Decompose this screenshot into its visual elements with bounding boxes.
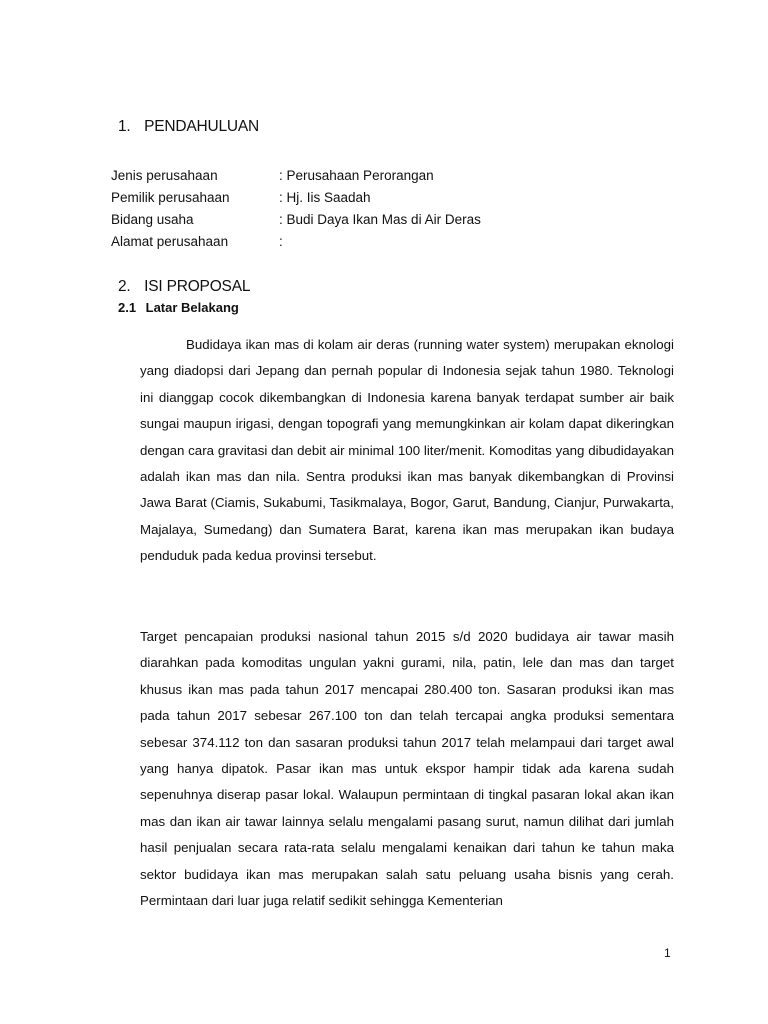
paragraph-background-1: Budidaya ikan mas di kolam air deras (running water system) merupakan eknologi yang diadopsi dari Jepang dan pernah popular di Indonesia sejak tahun 1980. Teknologi ini dianggap cocok dikembangkan di Indonesia karena banyak terdapat sumber air baik sungai maupun irigasi, dengan topografi yang memungkinkan air kolam dapat dikeringkan dengan cara gravitasi dan debit air minimal 100 liter/menit. Komoditas yang dibudidayakan adalah ikan mas dan nila. Sentra produksi ikan mas banyak dikembangkan di Provinsi Jawa Barat (Ciamis, Sukabumi, Tasikmalaya, Bogor, Garut, Bandung, Cianjur, Purwakarta, Majalaya, Sumedang) dan Sumatera Barat, karena ikan mas merupakan ikan budaya penduduk pada kedua provinsi tersebut. bbox=[140, 337, 674, 564]
info-value: : bbox=[279, 234, 283, 249]
info-value: : Perusahaan Perorangan bbox=[279, 168, 434, 183]
info-value: : Hj. Iis Saadah bbox=[279, 190, 371, 205]
company-info-list bbox=[111, 165, 481, 253]
section-2-title: ISI PROPOSAL bbox=[144, 278, 251, 295]
info-row-address bbox=[111, 231, 481, 253]
paragraph-background-2: Target pencapaian produksi nasional tahun 2015 s/d 2020 budidaya air tawar masih diarahkan pada komoditas ungulan yakni gurami, nila, patin, lele dan mas dan target khusus ikan mas pada tahun 2017 mencapai 280.400 ton. Sasaran produksi ikan mas pada tahun 2017 sebesar 267.100 ton dan telah tercapai angka produksi sementara sebesar 374.112 ton dan sasaran produksi tahun 2017 telah melampaui dari target awal yang hanya dipatok. Pasar ikan mas untuk ekspor hampir tidak ada karena sudah sepenuhnya diserap pasar lokal. Walaupun permintaan di tingkal pasaran lokal akan ikan mas dan ikan air tawar lainnya selalu mengalami pasang surut, namun dilihat dari jumlah hasil penjualan secara rata-rata selalu mengalami kenaikan dari tahun ke tahun maka sektor budidaya ikan mas merupakan salah satu peluang usaha bisnis yang cerah. Permintaan dari luar juga relatif sedikit sehingga Kementerian bbox=[140, 629, 674, 909]
section-1-number: 1. bbox=[118, 118, 131, 135]
subsection-number: 2.1 bbox=[118, 300, 137, 315]
info-label: Jenis perusahaan bbox=[111, 168, 218, 183]
subsection-title: Latar Belakang bbox=[145, 300, 239, 315]
section-2-heading bbox=[118, 278, 250, 296]
section-1-title: PENDAHULUAN bbox=[144, 118, 260, 135]
page-number: 1 bbox=[664, 946, 671, 960]
info-label: Pemilik perusahaan bbox=[111, 190, 230, 205]
subsection-heading bbox=[118, 300, 239, 315]
section-2-number: 2. bbox=[118, 278, 131, 295]
info-row-company-type bbox=[111, 165, 481, 187]
info-row-business-field bbox=[111, 209, 481, 231]
info-label: Alamat perusahaan bbox=[111, 234, 229, 249]
info-row-owner bbox=[111, 187, 481, 209]
info-value: : Budi Daya Ikan Mas di Air Deras bbox=[279, 212, 481, 227]
section-1-heading bbox=[118, 118, 259, 136]
info-label: Bidang usaha bbox=[111, 212, 194, 227]
